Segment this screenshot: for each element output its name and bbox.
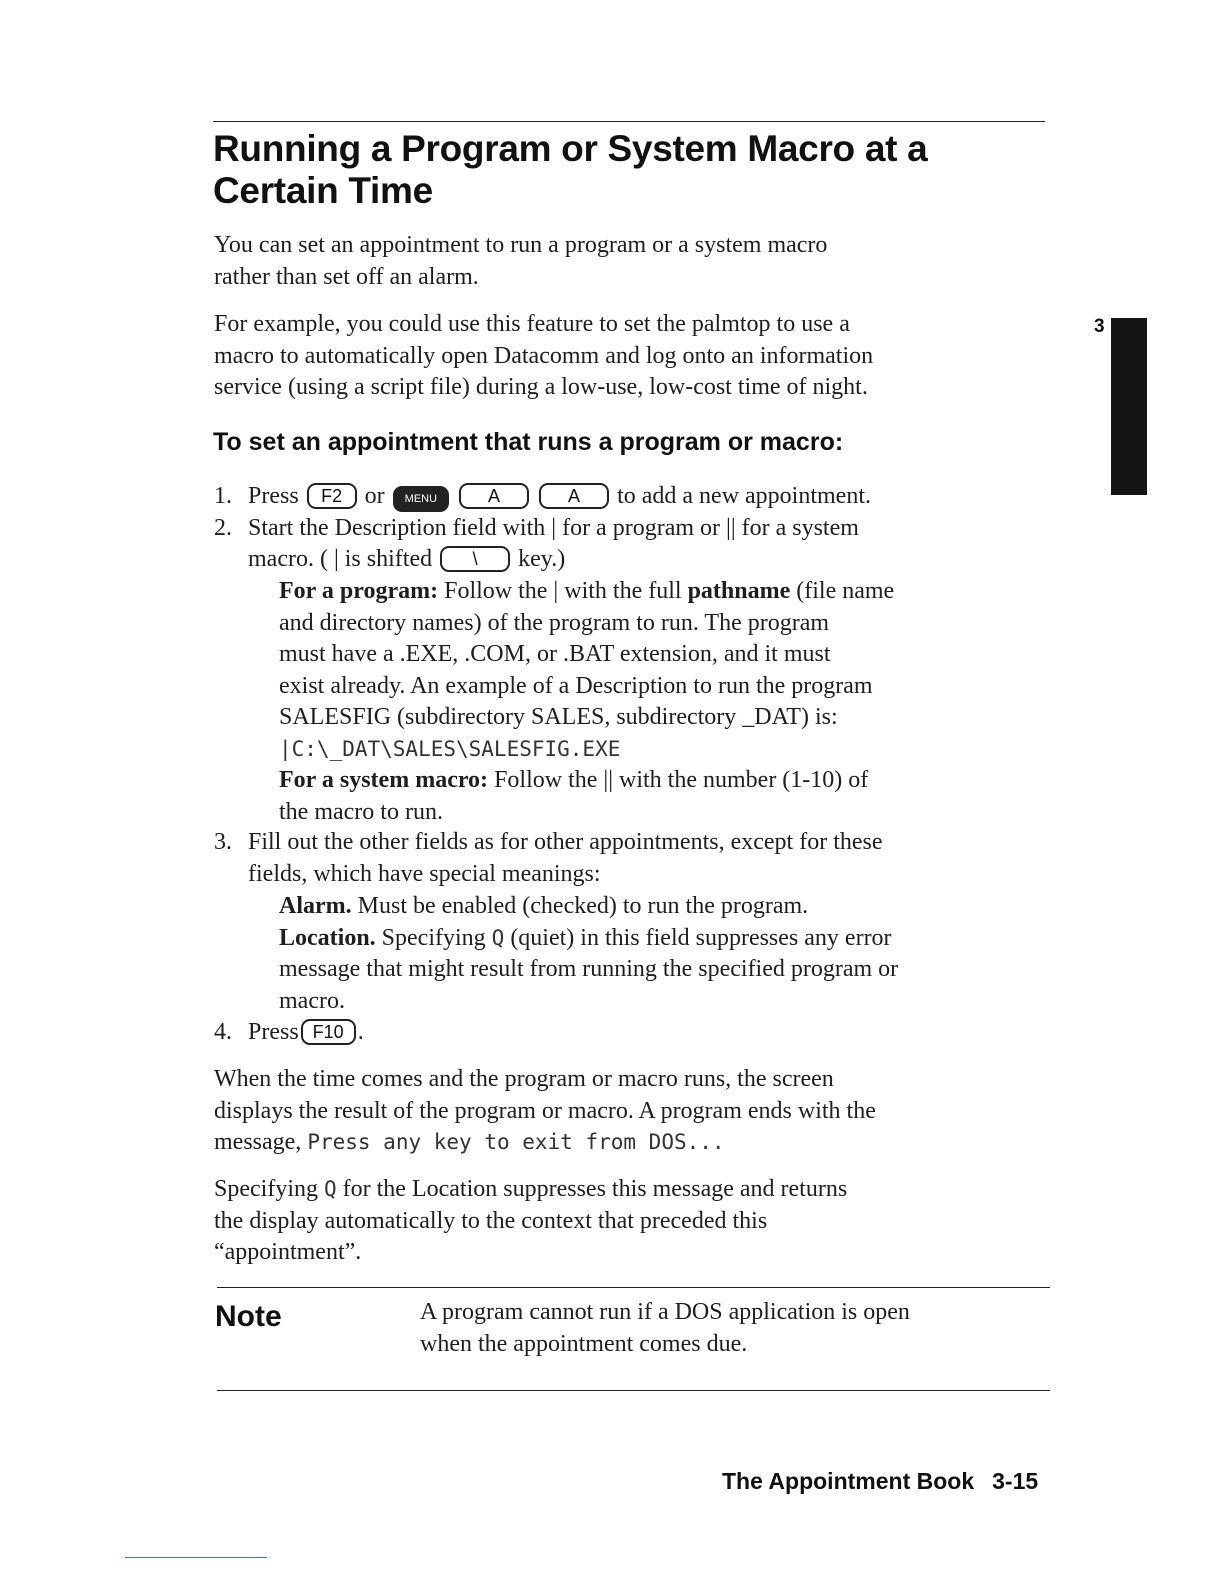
quiet-code: Q — [491, 925, 505, 950]
note-label: Note — [215, 1300, 282, 1333]
text-line: “appointment”. — [214, 1239, 362, 1265]
chapter-number: 3 — [1094, 316, 1105, 337]
location-label: Location. — [279, 924, 376, 951]
menu-key: MENU — [393, 486, 449, 512]
step-3-line-2: fields, which have special meanings: — [248, 861, 601, 887]
step-2 — [214, 513, 859, 545]
page-title — [213, 128, 1043, 212]
page-footer — [722, 1468, 1038, 1495]
intro-paragraph-1 — [214, 230, 827, 293]
alarm-label: Alarm. — [279, 893, 352, 919]
step-1 — [214, 481, 871, 513]
text-line: SALESFIG (subdirectory SALES, subdirectory _DAT) is: — [279, 704, 838, 730]
text-line: exist already. An example of a Description to run the program — [279, 672, 873, 699]
text-line: A program cannot run if a DOS application is open — [420, 1299, 910, 1325]
text-line: message that might result from running the specified program or — [279, 956, 899, 982]
step-text: Start the Description field with | for a program or || for a system — [248, 515, 859, 541]
step-number: 4. — [214, 1019, 232, 1045]
backslash-key: \ — [440, 546, 510, 572]
text-line: You can set an appointment to run a program or a system macro — [214, 232, 828, 258]
text: Must be enabled (checked) to run the program. — [357, 893, 809, 919]
text: Specifying — [381, 924, 486, 951]
pathname-term: pathname — [687, 578, 791, 604]
note-top-rule — [217, 1287, 1050, 1288]
footer-section-title: The Appointment Book — [722, 1468, 975, 1494]
text-line: displays the result of the program or macro. A program ends with the — [214, 1097, 876, 1124]
result-paragraph — [214, 1064, 876, 1159]
program-label: For a program: — [279, 578, 439, 604]
step-text: . — [357, 1019, 364, 1045]
macro-label: For a system macro: — [279, 767, 489, 793]
field-meanings — [279, 891, 898, 1017]
text: message, — [214, 1129, 302, 1155]
text-line: For example, you could use this feature to set the palmtop to use a — [214, 311, 850, 337]
text-line: macro. — [279, 987, 345, 1014]
quiet-paragraph — [214, 1174, 847, 1269]
note-bottom-rule — [217, 1390, 1050, 1391]
f10-key: F10 — [301, 1019, 356, 1045]
page-title-line-2: Certain Time — [213, 170, 433, 211]
step-text: or — [364, 483, 385, 509]
step-text: Press — [248, 1019, 299, 1045]
example-description: |C:\_DAT\SALES\SALESFIG.EXE — [279, 736, 621, 761]
text: (file name — [796, 578, 895, 604]
text-line: service (using a script file) during a low-use, low-cost time of night. — [214, 374, 868, 400]
step-text: to add a new appointment. — [617, 483, 871, 509]
step-number: 3. — [214, 829, 232, 855]
dos-exit-message: Press any key to exit from DOS... — [307, 1130, 725, 1154]
text: Follow the | with the full — [444, 578, 682, 604]
text: Follow the || with the number (1-10) of — [494, 767, 869, 793]
text: for the Location suppresses this message and returns — [342, 1176, 848, 1202]
step-text: key.) — [518, 546, 566, 572]
bottom-edge-mark — [125, 1557, 267, 1558]
text-line: must have a .EXE, .COM, or .BAT extension, and it must — [279, 641, 831, 667]
step-3 — [214, 827, 883, 859]
text-line: when the appointment comes due. — [420, 1330, 748, 1357]
step-text: Fill out the other fields as for other appointments, except for these — [248, 829, 883, 855]
intro-paragraph-2 — [214, 309, 873, 404]
text-line: rather than set off an alarm. — [214, 263, 479, 290]
f2-key: F2 — [307, 483, 357, 509]
text-line: macro to automatically open Datacomm and log onto an information — [214, 342, 874, 369]
text-line: and directory names) of the program to run. The program — [279, 609, 830, 636]
step-text: macro. ( | is shifted — [248, 546, 433, 572]
footer-page-number: 3-15 — [992, 1468, 1039, 1494]
chapter-tab-marker — [1111, 318, 1147, 495]
quiet-code: Q — [323, 1177, 337, 1201]
text-line: the macro to run. — [279, 798, 443, 825]
step-4 — [214, 1017, 364, 1049]
text: Specifying — [214, 1176, 318, 1202]
step-number: 1. — [214, 483, 232, 509]
step-2-line-2 — [248, 544, 565, 576]
procedure-subheading: To set an appointment that runs a program or macro: — [213, 428, 844, 456]
text-line: When the time comes and the program or macro runs, the screen — [214, 1066, 834, 1092]
a-key: A — [539, 483, 609, 509]
text: (quiet) in this field suppresses any error — [510, 924, 892, 951]
note-text — [420, 1297, 910, 1360]
a-key: A — [459, 483, 529, 509]
step-text: Press — [248, 483, 299, 509]
text-line: the display automatically to the context that preceded this — [214, 1207, 768, 1234]
program-instructions — [279, 576, 894, 828]
top-rule — [213, 121, 1045, 122]
step-number: 2. — [214, 515, 232, 541]
page-title-line-1: Running a Program or System Macro at a — [213, 128, 928, 169]
